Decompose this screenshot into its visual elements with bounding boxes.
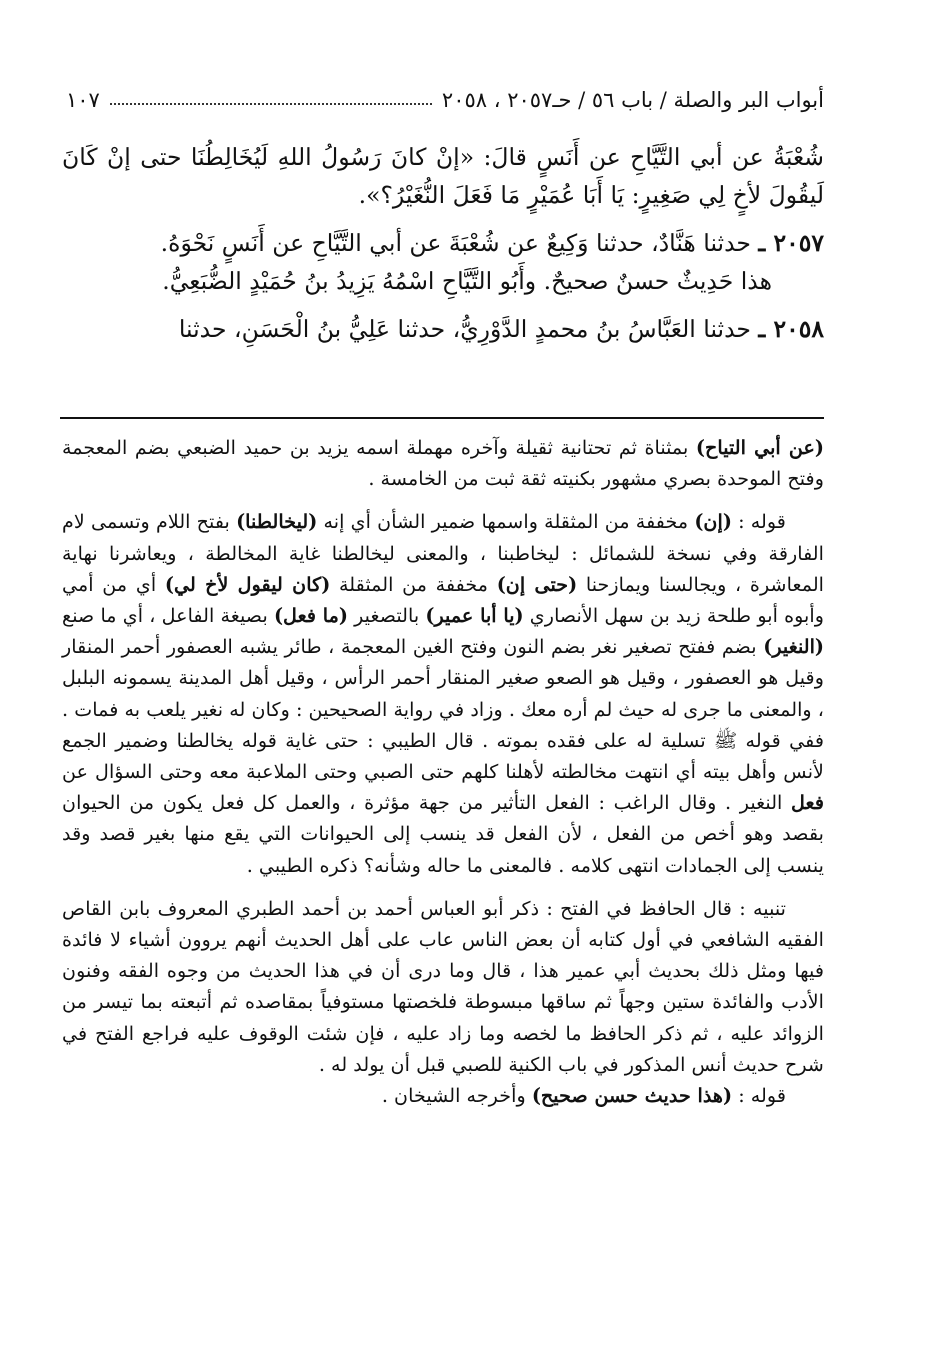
commentary-paragraph-4: [62, 1080, 824, 1111]
commentary-text: مخففة من المثقلة واسمها ضمير الشأن أي إنه: [317, 510, 695, 534]
commentary-text: قوله :: [731, 510, 786, 534]
commentary-note-paragraph: تنبيه : قال الحافظ في الفتح : ذكر أبو العباس أحمد بن أحمد الطبري المعروف بابن القاص الفقيه الشافعي في أول كتابه أن بعض الناس عاب على أهل الحديث أنهم يروون أشياء لا فائدة فيها ومثل ذلك بحديث أبي عمير هذا ، قال وما درى أن في هذا الحديث من وجوه الفقه وفنون الأدب والفائدة ستين وجهاً ثم ساقها مبسوطة فلخصتها مستوفياً بمقاصده ثم أتبعته بما تيسر من الزوائد عليه ، ثم ذكر الحافظ ما لخصه وما زاد عليه ، فإن شئت الوقوف عليه فراجع الفتح في شرح حديث أنس المذكور في باب الكنية للصبي قبل أن يولد له .: [62, 896, 824, 1076]
commentary-term: (إن): [694, 510, 732, 534]
commentary-text: بفتح اللام وتسمى لام الفارقة وفي نسخة للشمائل : ليخاطبنا ، والمعنى ليخالطنا غاية المخالطة ، ويعاشرنا نهاية المعاشرة ، ويجالسنا ويمازحنا: [62, 510, 824, 596]
page-number: ١٠٧: [66, 88, 100, 112]
commentary-term: (حتى إن): [496, 572, 578, 596]
commentary-term: (ما فعل): [273, 604, 348, 628]
commentary-text: قوله :: [732, 1084, 786, 1108]
hadith-text-block: [62, 138, 824, 348]
commentary-text: بمثناة ثم تحتانية ثقيلة وآخره مهملة اسمه يزيد بن حميد الضبعي بضم المعجمة وفتح الموحدة بصري مشهور بكنيته ثقة ثبت من الخامسة .: [62, 436, 824, 491]
hadith-2057-number: ٢٠٥٧ ـ: [758, 229, 824, 257]
commentary-term: (هذا حديث حسن صحيح): [531, 1084, 733, 1108]
commentary-paragraph-2: [62, 506, 824, 880]
section-divider: [60, 417, 824, 419]
commentary-term: (ليخالطنا): [236, 510, 318, 534]
commentary-text: بصيغة الفاعل ، أي ما صنع: [62, 604, 274, 628]
hadith-2057-text: حدثنا هَنَّادٌ، حدثنا وَكِيعٌ عن شُعْبَةَ عن أبي التَّيَّاحِ عن أَنَسٍ نَحْوَهُ.: [160, 229, 751, 257]
commentary-text: أي من أمي وأبوه أبو طلحة زيد بن سهل الأنصاري: [62, 572, 824, 628]
commentary-text: مخففة من المثقلة: [330, 572, 497, 596]
commentary-term: (كان ليقول لأخ لي): [164, 572, 331, 596]
commentary-text: بالتصغير: [347, 604, 426, 628]
hadith-2057: [62, 224, 824, 262]
header-dot-leader: [110, 95, 432, 105]
commentary-text: وأخرجه الشيخان .: [381, 1084, 532, 1108]
commentary-text: النغير . وقال الراغب : الفعل التأثير من جهة مؤثرة ، والعمل كل فعل يكون من الحيوان بقصد وهو أخص من الفعل ، لأن الفعل قد ينسب إلى الحيوانات التي يقع منها بغير قصد وقد ينسب إلى الجمادات انتهى كلامه . فالمعنى ما حاله وشأنه؟ ذكره الطيبي .: [62, 791, 824, 877]
commentary-block: [62, 432, 824, 1111]
running-header: [66, 80, 824, 120]
commentary-term: فعل: [791, 791, 824, 815]
hadith-2058-text: حدثنا العَبَّاسُ بنُ محمدٍ الدَّوْرِيُّ، حدثنا عَلِيُّ بنُ الْحَسَنِ، حدثنا: [178, 315, 751, 343]
commentary-paragraph-1: [62, 432, 824, 494]
commentary-term: (النغير): [763, 635, 824, 659]
commentary-term: (يا أبا عمير): [425, 604, 524, 628]
commentary-term: (عن أبي التياح): [695, 436, 824, 459]
hadith-2057-grade: هذا حَدِيثٌ حسنٌ صحيحٌ. وأَبُو التَّيَّاحِ اسْمُهُ يَزِيدُ بنُ حُمَيْدٍ الضُّبَعِيُّ.: [162, 267, 772, 295]
hadith-2058-number: ٢٠٥٨ ـ: [758, 315, 824, 343]
commentary-text: بضم ففتح تصغير نغر بضم النون وفتح الغين المعجمة ، طائر يشبه العصفور أحمر المنقار وقيل هو العصفور ، وقيل هو الصعو صغير المنقار أحمر الرأس ، وقيل أهل المدينة يسمونه البلبل ، والمعنى ما جرى له حيث لم أره معك . وزاد في رواية الصحيحين : وكان له نغير يلعب به فمات . ففي قوله ﷺ تسلية له على فقده بموته . قال الطيبي : حتى غاية قوله يخالطنا وضمير الجمع لأنس وأهل بيته أي انتهت مخالطته لأهلنا كلهم حتى الصبي وحتى الملاعبة معه وحتى السؤال عن: [62, 635, 824, 784]
hadith-2056-continuation: شُعْبَةُ عن أبي التَّيَّاحِ عن أَنَسٍ قالَ: «إنْ كانَ رَسُولُ اللهِ لَيُخَالِطُنَا حتى إنْ كَانَ لَيقُولَ لأخٍ لِي صَغِيرٍ: يَا أَبَا عُمَيْرٍ مَا فَعَلَ النُّغَيْرُ؟».: [62, 143, 824, 209]
hadith-2058: [62, 310, 824, 348]
header-title: أبواب البر والصلة / باب ٥٦ / حـ٢٠٥٧ ، ٢٠٥٨: [441, 88, 824, 112]
